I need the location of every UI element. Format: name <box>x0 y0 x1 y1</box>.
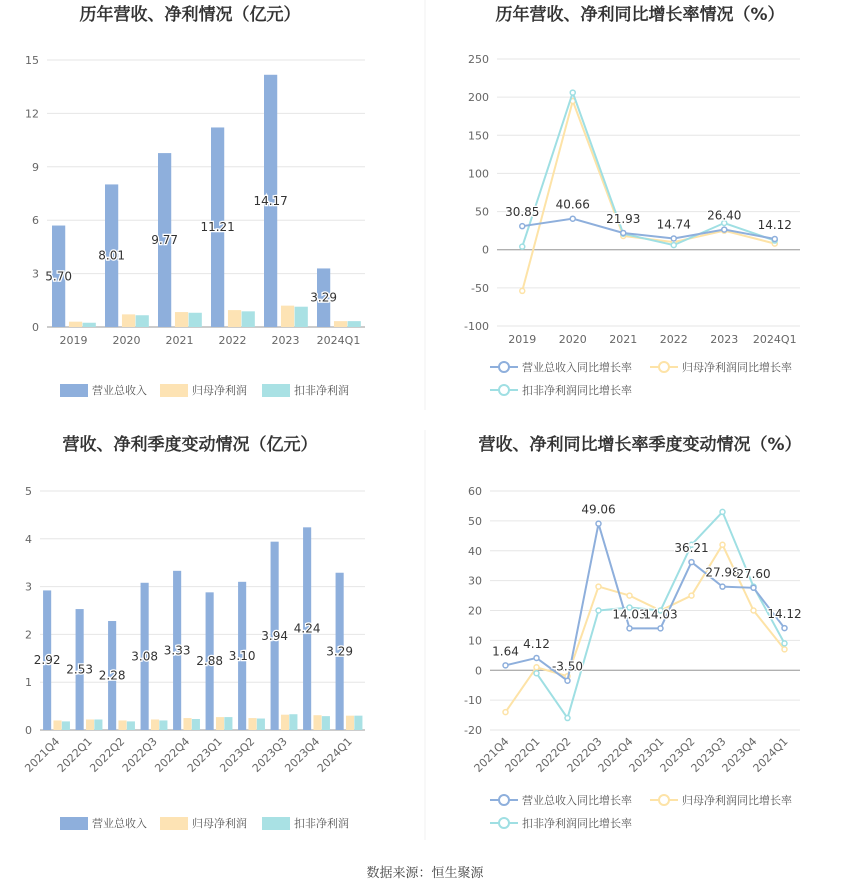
bar-data-label: 14.17 <box>253 193 288 208</box>
bar-deducted-profit <box>295 307 308 327</box>
bar-data-label: 3.29 <box>326 644 353 659</box>
bar-parent-profit <box>53 720 61 730</box>
bar-parent-profit <box>248 718 256 730</box>
x-tick-label: 2020 <box>112 334 141 347</box>
x-tick-label: 2022Q1 <box>54 734 95 775</box>
series-point-3 <box>534 671 539 676</box>
legend-swatch <box>60 384 88 397</box>
line-data-label: -3.50 <box>551 659 584 674</box>
series-point-2 <box>503 710 508 715</box>
legend-label: 扣非净利润 <box>294 817 349 830</box>
series-point-3 <box>720 509 725 514</box>
series-point-1 <box>596 521 601 526</box>
bar-parent-profit <box>122 314 135 327</box>
series-point-2 <box>751 608 756 613</box>
bar-data-label: 11.21 <box>200 220 235 235</box>
x-tick-label: 2024Q1 <box>316 334 361 347</box>
y-tick-label: 4 <box>25 532 32 546</box>
bar-parent-profit <box>216 717 224 730</box>
bar-deducted-profit <box>127 721 135 730</box>
y-tick-label: 30 <box>468 574 482 588</box>
legend-marker <box>499 818 509 828</box>
series-point-3 <box>565 716 570 721</box>
bar-deducted-profit <box>224 717 232 730</box>
series-line-3 <box>522 93 775 247</box>
x-tick-label: 2023Q3 <box>249 734 290 775</box>
chart-panel-3 <box>22 434 365 830</box>
series-point-1 <box>570 216 575 221</box>
legend-label: 归母净利润同比增长率 <box>682 794 792 807</box>
chart-title: 历年营收、净利情况（亿元） <box>79 5 301 25</box>
line-data-label: 30.85 <box>505 205 540 220</box>
x-tick-label: 2023 <box>271 334 300 347</box>
line-data-label: 14.03 <box>612 607 647 622</box>
bar-parent-profit <box>183 718 191 730</box>
x-tick-label: 2022Q3 <box>119 734 160 775</box>
y-tick-label: 12 <box>25 107 39 121</box>
series-point-1 <box>689 560 694 565</box>
x-tick-label: 2024Q1 <box>314 734 355 775</box>
series-point-1 <box>720 584 725 589</box>
line-data-label: 14.03 <box>643 607 678 622</box>
bar-parent-profit <box>175 312 188 327</box>
line-data-label: 21.93 <box>606 211 641 226</box>
y-tick-label: 0 <box>25 724 32 737</box>
bar-data-label: 2.28 <box>98 668 126 683</box>
x-tick-label: 2022 <box>659 333 688 346</box>
bar-deducted-profit <box>189 313 202 327</box>
x-tick-label: 2019 <box>508 333 537 346</box>
legend-label: 营业总收入同比增长率 <box>522 361 632 374</box>
legend-swatch <box>262 817 290 830</box>
bar-data-label: 2.88 <box>196 654 223 669</box>
x-tick-label: 2022Q3 <box>564 734 605 775</box>
x-tick-label: 2021 <box>609 333 638 346</box>
bar-data-label: 3.29 <box>310 290 337 305</box>
legend-swatch <box>60 817 88 830</box>
bar-data-label: 9.77 <box>151 233 178 248</box>
y-tick-label: 3 <box>25 580 32 594</box>
x-tick-label: 2023 <box>710 333 739 346</box>
legend-marker <box>499 795 509 805</box>
x-tick-label: 2023Q1 <box>626 734 667 775</box>
bar-parent-profit <box>346 716 354 730</box>
y-tick-label: 60 <box>468 485 482 498</box>
bar-deducted-profit <box>322 716 330 730</box>
y-tick-label: 50 <box>468 514 482 528</box>
y-tick-label: -10 <box>464 694 482 708</box>
y-tick-label: 10 <box>468 634 482 648</box>
legend-label: 归母净利润 <box>192 817 247 830</box>
bar-data-label: 3.10 <box>228 648 256 663</box>
series-point-1 <box>671 236 676 241</box>
bar-data-label: 2.92 <box>33 653 61 668</box>
bar-parent-profit <box>334 321 347 327</box>
legend-label: 归母净利润同比增长率 <box>682 361 792 374</box>
series-point-1 <box>722 227 727 232</box>
y-tick-label: 0 <box>475 664 482 678</box>
bar-deducted-profit <box>62 721 70 730</box>
y-tick-label: 50 <box>475 205 489 219</box>
line-data-label: 49.06 <box>581 502 616 517</box>
bar-data-label: 3.94 <box>261 628 288 643</box>
series-point-3 <box>782 641 787 646</box>
bar-data-label: 5.70 <box>45 269 72 284</box>
chart-title: 营收、净利同比增长率季度变动情况（%） <box>478 435 802 455</box>
line-data-label: 27.98 <box>705 565 740 580</box>
bar-data-label: 3.08 <box>131 649 158 664</box>
series-point-1 <box>621 230 626 235</box>
bar-parent-profit <box>86 719 94 730</box>
line-data-label: 27.60 <box>736 566 771 581</box>
bar-deducted-profit <box>159 720 167 730</box>
x-tick-label: 2023Q3 <box>688 734 729 775</box>
line-data-label: 14.12 <box>767 607 802 622</box>
y-tick-label: 200 <box>468 91 489 105</box>
series-point-3 <box>520 244 525 249</box>
bar-deducted-profit <box>83 323 96 327</box>
y-tick-label: -20 <box>464 724 482 737</box>
legend-marker <box>659 362 669 372</box>
legend-label: 营业总收入 <box>92 384 147 397</box>
x-tick-label: 2022 <box>218 334 247 347</box>
series-point-2 <box>520 288 525 293</box>
series-point-1 <box>520 224 525 229</box>
x-tick-label: 2021Q4 <box>471 734 512 775</box>
legend-swatch <box>160 384 188 397</box>
legend-swatch <box>262 384 290 397</box>
bar-deducted-profit <box>348 321 361 327</box>
legend-label: 营业总收入 <box>92 817 147 830</box>
y-tick-label: 0 <box>32 321 39 334</box>
series-point-3 <box>671 243 676 248</box>
x-tick-label: 2023Q2 <box>657 734 698 775</box>
legend-marker <box>659 795 669 805</box>
series-point-1 <box>658 626 663 631</box>
y-tick-label: 0 <box>482 243 489 257</box>
legend-label: 归母净利润 <box>192 384 247 397</box>
x-tick-label: 2021 <box>165 334 194 347</box>
x-tick-label: 2022Q1 <box>502 734 543 775</box>
x-tick-label: 2022Q2 <box>533 734 574 775</box>
legend-marker <box>499 385 509 395</box>
bar-deducted-profit <box>257 719 265 730</box>
x-tick-label: 2021Q4 <box>22 734 63 775</box>
series-point-1 <box>627 626 632 631</box>
chart-panel-2 <box>464 4 800 397</box>
y-tick-label: 40 <box>468 544 482 558</box>
legend-label: 扣非净利润 <box>294 384 349 397</box>
line-data-label: 40.66 <box>555 197 590 212</box>
series-point-2 <box>596 584 601 589</box>
series-point-1 <box>565 678 570 683</box>
bar-parent-profit <box>118 720 126 730</box>
y-tick-label: 5 <box>25 485 32 498</box>
series-point-3 <box>570 90 575 95</box>
y-tick-label: 2 <box>25 628 32 642</box>
y-tick-label: -100 <box>464 320 489 333</box>
series-point-1 <box>751 585 756 590</box>
y-tick-label: 3 <box>32 267 39 281</box>
series-point-1 <box>534 655 539 660</box>
line-data-label: 14.12 <box>757 217 792 232</box>
bar-data-label: 3.33 <box>163 643 191 658</box>
source-note: 数据来源：恒生聚源 <box>366 866 484 881</box>
chart-panel-4 <box>464 434 802 830</box>
chart-panel-1 <box>25 4 365 397</box>
bar-deducted-profit <box>289 714 297 730</box>
series-point-1 <box>782 626 787 631</box>
x-tick-label: 2024Q1 <box>750 734 791 775</box>
y-tick-label: 1 <box>25 676 32 690</box>
bar-deducted-profit <box>94 719 102 730</box>
series-point-2 <box>627 593 632 598</box>
y-tick-label: 150 <box>468 129 489 143</box>
line-data-label: 14.74 <box>656 217 691 232</box>
series-point-1 <box>503 663 508 668</box>
x-tick-label: 2019 <box>59 334 88 347</box>
series-point-3 <box>596 608 601 613</box>
bar-parent-profit <box>69 322 82 327</box>
chart-title: 历年营收、净利同比增长率情况（%） <box>495 5 785 25</box>
x-tick-label: 2023Q1 <box>184 734 225 775</box>
bar-parent-profit <box>313 715 321 730</box>
series-point-1 <box>772 236 777 241</box>
series-point-2 <box>534 665 539 670</box>
legend-label: 扣非净利润同比增长率 <box>522 384 632 397</box>
x-tick-label: 2022Q2 <box>87 734 128 775</box>
x-tick-label: 2023Q4 <box>282 734 323 775</box>
series-point-2 <box>720 542 725 547</box>
bar-data-label: 8.01 <box>98 248 125 263</box>
line-data-label: 26.40 <box>707 208 742 223</box>
line-data-label: 1.64 <box>492 644 519 659</box>
x-tick-label: 2022Q4 <box>595 734 636 775</box>
bar-parent-profit <box>281 715 289 730</box>
x-tick-label: 2024Q1 <box>752 333 797 346</box>
y-tick-label: 100 <box>468 167 489 181</box>
bar-deducted-profit <box>354 716 362 730</box>
x-tick-label: 2020 <box>558 333 587 346</box>
bar-deducted-profit <box>192 719 200 730</box>
y-tick-label: -50 <box>471 281 489 295</box>
x-tick-label: 2023Q4 <box>719 734 760 775</box>
bar-deducted-profit <box>242 311 255 327</box>
bar-deducted-profit <box>136 315 149 327</box>
bar-parent-profit <box>281 306 294 327</box>
bar-parent-profit <box>151 719 159 730</box>
x-tick-label: 2022Q4 <box>152 734 193 775</box>
legend-marker <box>499 362 509 372</box>
bar-data-label: 4.24 <box>293 621 321 636</box>
legend-label: 营业总收入同比增长率 <box>522 794 632 807</box>
series-point-2 <box>689 593 694 598</box>
y-tick-label: 6 <box>32 214 39 228</box>
line-data-label: 4.12 <box>523 636 550 651</box>
chart-title: 营收、净利季度变动情况（亿元） <box>62 435 318 455</box>
y-tick-label: 15 <box>25 54 39 67</box>
y-tick-label: 20 <box>468 604 482 618</box>
line-data-label: 36.21 <box>674 541 709 556</box>
legend-label: 扣非净利润同比增长率 <box>522 817 632 830</box>
series-point-2 <box>782 647 787 652</box>
bar-data-label: 2.53 <box>66 662 93 677</box>
legend-swatch <box>160 817 188 830</box>
x-tick-label: 2023Q2 <box>217 734 258 775</box>
y-tick-label: 250 <box>468 53 489 66</box>
y-tick-label: 9 <box>32 160 39 174</box>
bar-parent-profit <box>228 310 241 327</box>
